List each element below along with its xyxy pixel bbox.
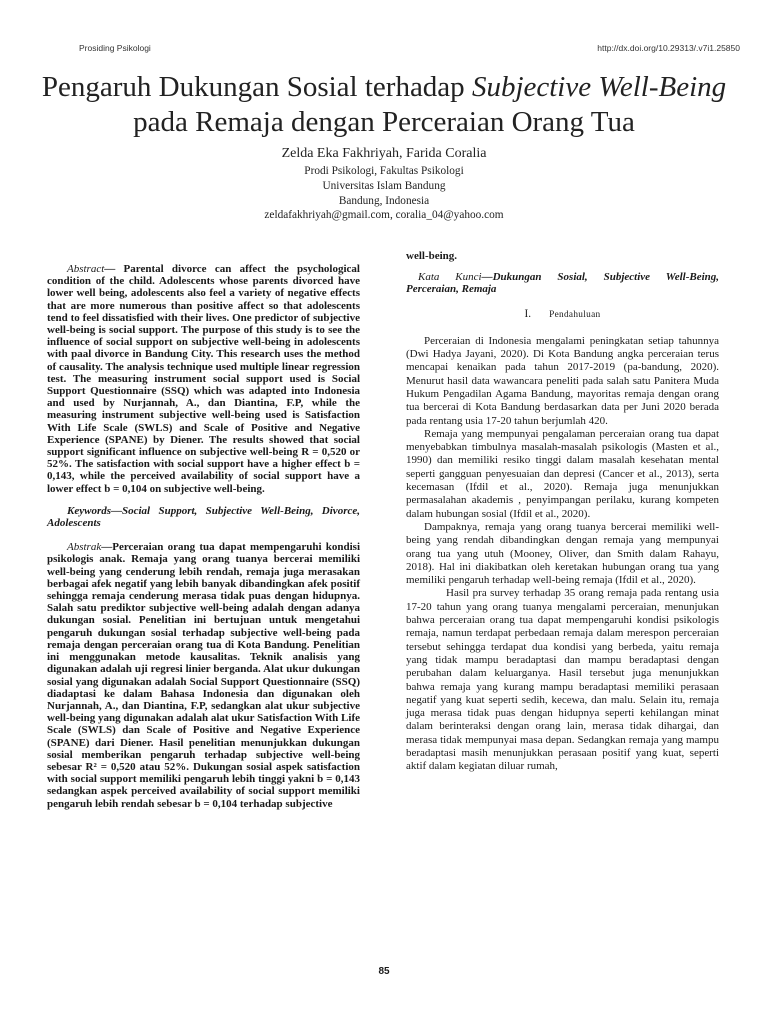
journal-name: Prosiding Psikologi (79, 43, 151, 53)
abstract-english (47, 263, 360, 495)
abstract-text: — Parental divorce can affect the psychological condition of the child. Adolescents whose parents divorced have lower well being, adolescents also feel a variety of negative effects that are more numerous than positive affect so that adolescents tend to feel dissatisfied with their lives. One predictor of subjective well-being is social support. The purpose of this study is to see the influence of social support on subjective well-being in adolescents with paal divorce in Bandung City. This research uses the method of causality. The analysis technique used multiple linear regression test. The measuring instrument social support used is Social Support Questionnaire (SSQ) which was adapted into Indonesia and used by Nurjannah, A., dan Diantina, F.P, while the measuring instrument subjective well-being used is Satisfaction With Life Scale (SWLS) and Scale of Positive and Negative Experience (SPANE) by Diener. The results showed that social support significant influence on subjective well-being R = 0,520 or 52%. The satisfaction with social support have a higher effect b = 0,143, while the perceived availability of social support have a lower effect b = 0,104 on subjective well-being. (47, 263, 360, 495)
abstract-label: Abstract (67, 263, 105, 275)
abstrak-continuation: well-being. (406, 250, 458, 262)
authors: Zelda Eka Fakhriyah, Farida Coralia (281, 146, 487, 161)
kata-kunci (406, 271, 719, 295)
section-title: Pendahuluan (549, 309, 601, 320)
keywords-text: —Social Support, Subjective Well-Being, Divorce, Adolescents (47, 504, 360, 530)
keywords-label: Keywords (67, 504, 111, 517)
page-title (30, 70, 738, 140)
page-number: 85 (378, 966, 390, 977)
left-column (47, 263, 360, 810)
title-text-end: pada Remaja dengan Perceraian Orang Tua (133, 106, 635, 138)
right-column (406, 250, 719, 774)
intro-paragraph: Dampaknya, remaja yang orang tuanya bercerai memiliki well-being yang rendah dibandingkan dengan remaja yang mempunyai orang tua yang utuh (Mooney, Oliver, dan Smith dalam Rahayu, 2018). Hal ini diakibatkan oleh keretakan hubungan orang tua yang memiliki pengaruh terhadap well-being remaja (Ifdil et al., 2020). (406, 520, 719, 587)
title-italic: Subjective Well-Being (471, 71, 727, 103)
abstrak-label: Abstrak (67, 541, 102, 554)
kata-kunci-text: —Dukungan Sosial, Subjective Well-Being, Perceraian, Remaja (406, 271, 719, 296)
author-emails[interactable]: zeldafakhriyah@gmail.com, coralia_04@yahoo.com (264, 209, 504, 221)
section-number: I. (524, 307, 532, 320)
abstract-indonesian (47, 541, 360, 809)
kata-kunci-label: Kata Kunci (418, 271, 482, 284)
affiliation-dept: Prodi Psikologi, Fakultas Psikologi (304, 165, 464, 177)
title-text: Pengaruh Dukungan Sosial terhadap (41, 71, 472, 103)
section-heading (406, 308, 719, 321)
affiliation-city: Bandung, Indonesia (338, 195, 430, 207)
abstrak-text: —Perceraian orang tua dapat mempengaruhi kondisi psikologis anak. Remaja yang orang tuanya bercerai memiliki well-being yang cenderung lebih rendah, remaja juga merasakan berbagai afek negatif yang lebih banyak dibandingkan afek positif sehingga remaja cenderung merasa tidak puas dengan hidupnya. Salah satu prediktor subjective well-being adalah dengan adanya dukungan sosial. Penelitian ini bertujuan untuk mengetahui pengaruh dukungan sosial terhadap subjective well-being pada remaja dengan perceraian orang tua di Kota Bandung. Penelitian ini menggunakan metode kausalitas. Teknik analisis yang digunakan adalah uji regresi linier berganda. Alat ukur dukungan sosial yang digunakan adalah Social Support Questionnaire (SSQ) diadaptasi ke dalam Bahasa Indonesia dan digunakan oleh Nurjannah, A., dan Diantina, F.P, sedangkan alat ukur subjective well-being yang digunakan adalah alat ukur Satisfaction With Life Scale (SWLS) dan Scale of Positive and Negative Experience (SPANE) dari Diener. Hasil penelitian menunjukkan dukungan sosial memberikan pengaruh terhadap subjective well-being sebesar R² = 0,520 atau 52%. Dukungan sosial aspek satisfaction with social support memiliki pengaruh lebih tinggi yakni b = 0,143 sedangkan aspek perceived availability of social support memiliki pengaruh lebih rendah sebesar b = 0,104 terhadap subjective (47, 541, 360, 810)
doi-link[interactable]: http://dx.doi.org/10.29313/.v7i1.25850 (597, 43, 740, 53)
intro-paragraph: Perceraian di Indonesia mengalami peningkatan setiap tahunnya (Dwi Hadya Jayani, 2020). Di Kota Bandung angka perceraian terus mencapai kenaikan pada tahun 2017-2019 (pa-bandung, 2020). Menurut hasil data wawancara peneliti pada salah satu Panitera Muda Hukum Pengadilan Agama Bandung, mayoritas remaja dengan orang tua bercerai di Kota Bandung berdasarkan data per Juni 2020 berada pada rentang usia 17-20 tahun berjumlah 420. (406, 334, 719, 427)
affiliation-university: Universitas Islam Bandung (322, 180, 446, 192)
intro-paragraph: Remaja yang mempunyai pengalaman perceraian orang tua dapat menyebabkan timbulnya masalah-masalah psikologis (Masten et al., 1990) dan memiliki resiko tinggi dalam masalah kesehatan mental seperti gangguan penyesuaian dan depresi (Cancer et al., 2013), serta kecemasan (Ifdil et al., 2020). Remaja juga menunjukkan permasalahan akademis , penyimpangan perilaku, kurang kompeten dalam hubungan sosial (Ifdil et al., 2020). (406, 427, 719, 520)
keywords-english (47, 505, 360, 529)
intro-paragraph: Hasil pra survey terhadap 35 orang remaja pada rentang usia 17-20 tahun yang orang tuanya mengalami perceraian, menunjukan bahwa perceraian orang tua dapat mempengaruhi kondisi psikologis remaja, namun terdapat perbedaan remaja dalam merespon perceraian tersebut sehingga terdapat dua kondisi yang berbeda, yaitu remaja yang tidak mampu beradaptasi dan mampu beradaptasi dengan perubahan dalam keluarganya. Hasil tersebut juga menunjukkan bahwa remaja yang kurang mampu beradaptasi memiliki perasaan negatif yang kuat seperti sedih, kecewa, dan malu. Selain itu, remaja juga merasa tidak puas dengan hidupnya seperti kehilangan minat dalam berinteraksi dengan orang lain, merasa tidak dihargai, dan merasa tidak mempunyai masa depan. Sedangkan remaja yang mampu beradaptasi masih menunjukkan perasaan positif yang kuat, seperti aktif dalam kegiatan diluar rumah, (406, 587, 719, 773)
